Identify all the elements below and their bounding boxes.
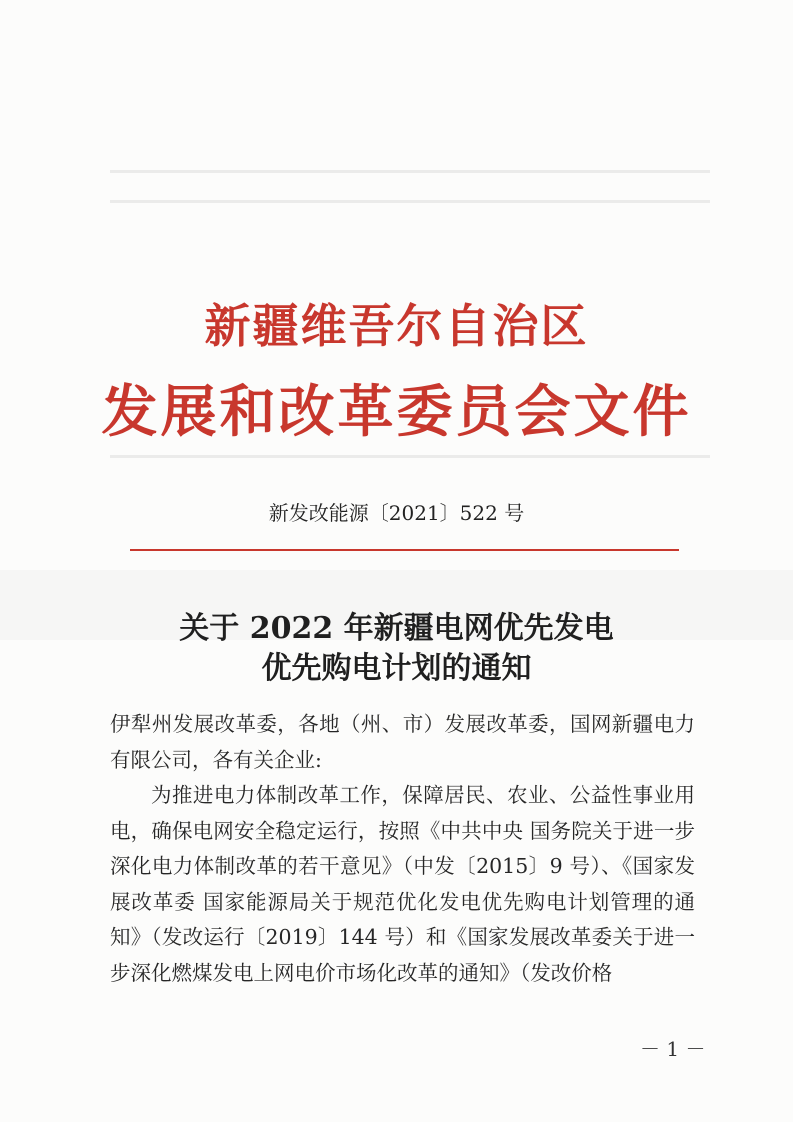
- recipients: 伊犁州发展改革委，各地（州、市）发展改革委，国网新疆电力有限公司，各有关企业:: [110, 712, 695, 772]
- document-body: [110, 707, 695, 991]
- red-divider-rule: [130, 549, 679, 551]
- issuer-name-line2: 发展和改革委员会文件: [101, 380, 692, 445]
- body-paragraph: 为推进电力体制改革工作，保障居民、农业、公益性事业用电，确保电网安全稳定运行，按照《中共中央 国务院关于进一步深化电力体制改革的若干意见》（中发〔2015〕9 号）、《国家发展改革委 国家能源局关于规范优化发电优先购电计划管理的通知》（发改运行〔2019〕144 号）和《国家发展改革委关于进一步深化燃煤发电上网电价市场化改革的通知》（发改价格: [110, 783, 695, 985]
- show-through-line: [110, 170, 710, 173]
- page-number: － 1 －: [640, 1037, 706, 1061]
- show-through-line: [110, 455, 710, 458]
- issuer-name-line1: 新疆维吾尔自治区: [204, 299, 589, 353]
- document-number: 新发改能源〔2021〕522 号: [268, 501, 525, 525]
- show-through-line: [110, 200, 710, 203]
- notice-title-line1: 关于 2022 年新疆电网优先发电: [179, 611, 614, 646]
- notice-title-line2: 优先购电计划的通知: [261, 651, 532, 686]
